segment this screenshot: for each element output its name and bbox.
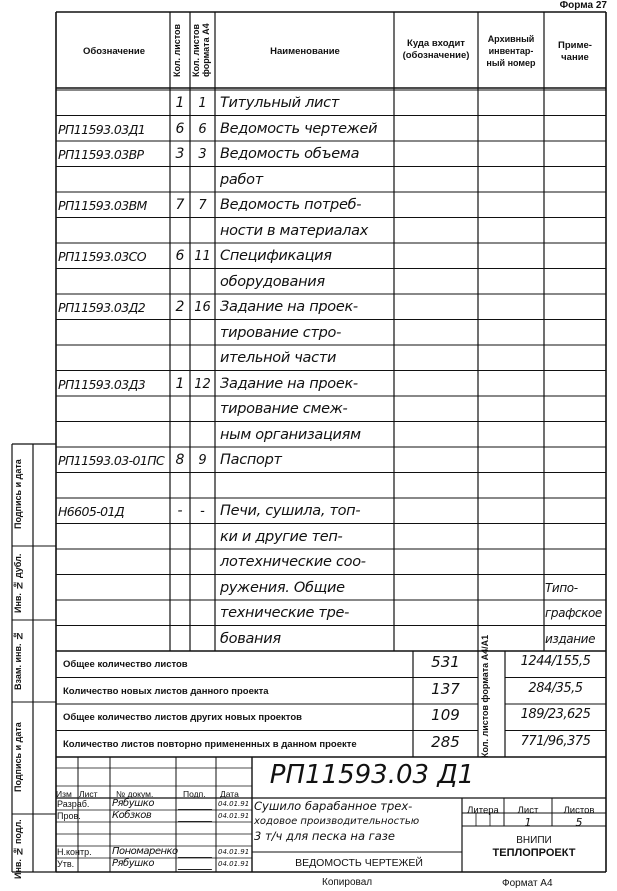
col-list: Лист	[79, 789, 98, 799]
header-kuda-vhodit	[394, 38, 478, 62]
row-name: ки и другие теп-	[220, 528, 343, 545]
role-date: 04.01.91	[218, 800, 250, 808]
signature-scribble	[178, 812, 217, 822]
row-code: РП11593.03СО	[58, 249, 146, 264]
row-sheets: 1	[175, 375, 185, 392]
row-code: Н6605-01Д	[58, 504, 124, 519]
form-label: Форма 27	[559, 0, 607, 11]
row-note	[545, 449, 607, 473]
role-name: Кобзков	[112, 810, 152, 821]
row-code	[58, 347, 172, 371]
footer-format: Формат А4	[502, 878, 553, 889]
header-kuda-line1: Куда входит	[407, 38, 465, 49]
row-code	[58, 526, 172, 550]
row-sheets-a4: -	[200, 504, 205, 519]
row-note	[545, 551, 607, 575]
stamp-podpis-data-2: Подпись и дата	[13, 722, 23, 792]
signature-scribble	[178, 800, 217, 810]
row-note	[545, 322, 607, 346]
row-note	[545, 220, 607, 244]
doc-code: РП11593.03 Д1	[269, 760, 475, 790]
role-name: Рябушко	[112, 798, 154, 809]
role-label: Н.контр.	[57, 847, 92, 857]
row-sheets-a4: 6	[198, 121, 207, 137]
row-sheets: 3	[175, 146, 185, 162]
header-arh-line3: ный номер	[486, 58, 536, 68]
description	[254, 799, 464, 844]
role-label: Пров.	[57, 811, 81, 821]
row-sheets-a4	[190, 475, 215, 499]
row-code	[58, 628, 172, 652]
header-prim-line2: чание	[561, 52, 589, 63]
stage-value-listov: 5	[575, 816, 583, 829]
row-note	[545, 271, 607, 295]
row-sheets-a4	[190, 526, 215, 550]
row-sheets	[170, 322, 190, 346]
row-code	[58, 271, 172, 295]
row-name: Ведомость чертежей	[220, 120, 378, 137]
org-line2: ТЕПЛОПРОЕКТ	[492, 847, 576, 859]
row-name: оборудования	[220, 273, 325, 290]
row-name: Спецификация	[220, 248, 332, 264]
total-value: 109	[431, 706, 460, 724]
row-sheets: 1	[175, 95, 185, 111]
row-note	[545, 526, 607, 550]
row-sheets-a4	[190, 398, 215, 422]
description-line3: 3 т/ч для песка на газе	[254, 829, 395, 843]
row-sheets-a4	[190, 577, 215, 601]
row-sheets-a4	[190, 424, 215, 448]
row-note	[545, 245, 607, 269]
row-sheets-a4: 9	[198, 453, 207, 468]
row-name: тирование стро-	[220, 324, 342, 341]
row-name: работ	[220, 171, 263, 188]
row-code: РП11593.03ВР	[58, 147, 144, 162]
row-name: технические тре-	[220, 605, 350, 621]
row-sheets-a4	[190, 628, 215, 652]
role-label: Разраб.	[57, 799, 90, 809]
row-code	[58, 551, 172, 575]
row-sheets	[170, 628, 190, 652]
row-note	[545, 398, 607, 422]
row-note	[545, 143, 607, 167]
totals-vertical-label: Кол. листов формата А4/А1	[480, 634, 490, 758]
header-primechanie	[544, 40, 606, 64]
org-name	[462, 834, 606, 860]
row-sheets-a4: 3	[198, 147, 207, 162]
row-note: Типо-	[545, 580, 578, 595]
description-line1: Сушило барабанное трех-	[254, 799, 413, 813]
row-sheets-a4	[190, 602, 215, 626]
row-sheets-a4: 16	[194, 300, 211, 315]
row-name: ительной части	[220, 350, 337, 366]
row-sheets-a4	[190, 322, 215, 346]
row-code: РП11593.03-01ПС	[58, 453, 165, 468]
total-value: 285	[431, 732, 460, 751]
row-note	[545, 424, 607, 448]
total-a4a1: 1244/155,5	[520, 654, 591, 669]
row-sheets-a4	[190, 220, 215, 244]
row-name: ности в материалах	[220, 222, 368, 239]
header-kol-listov: Кол. листов	[172, 23, 182, 77]
row-sheets	[170, 271, 190, 295]
row-code: РП11593.03Д1	[58, 121, 146, 137]
col-podp: Подп.	[183, 789, 206, 799]
row-note	[545, 296, 607, 320]
total-a4a1: 771/96,375	[520, 733, 591, 749]
signature-scribble	[178, 860, 217, 870]
row-sheets	[170, 526, 190, 550]
row-sheets	[170, 398, 190, 422]
total-label: Количество новых листов данного проекта	[63, 685, 269, 697]
row-sheets: -	[177, 503, 183, 519]
row-sheets-a4: 12	[194, 376, 211, 392]
org-line1: ВНИПИ	[516, 835, 552, 846]
role-date: 04.01.91	[218, 860, 250, 868]
footer-copied: Копировал	[322, 877, 373, 888]
row-sheets	[170, 602, 190, 626]
header-arh-line2: инвентар-	[488, 46, 534, 56]
stamp-inv-dubl: Инв. № дубл.	[13, 553, 23, 613]
col-data: Дата	[220, 789, 239, 799]
row-sheets	[170, 577, 190, 601]
row-sheets-a4: 11	[194, 249, 211, 264]
row-code	[58, 322, 172, 346]
row-name: тирование смеж-	[220, 401, 348, 417]
row-code: РП11593.03Д3	[58, 376, 146, 392]
row-note	[545, 373, 607, 397]
total-value: 137	[431, 679, 460, 698]
header-oboznachenie: Обозначение	[82, 46, 146, 57]
row-sheets-a4	[190, 271, 215, 295]
stamp-podpis-data-1: Подпись и дата	[13, 459, 23, 529]
row-note	[545, 347, 607, 371]
row-sheets-a4: 1	[198, 96, 207, 111]
row-code	[58, 424, 172, 448]
row-sheets	[170, 220, 190, 244]
row-sheets-a4	[190, 169, 215, 193]
header-kol-listov-a4-text: Кол. листов формата А4	[191, 23, 211, 77]
row-code	[58, 475, 172, 499]
header-prim-line1: Приме-	[558, 40, 592, 51]
row-code	[58, 602, 172, 626]
row-sheets	[170, 347, 190, 371]
role-date: 04.01.91	[218, 848, 250, 856]
header-kuda-line2: (обозначение)	[402, 50, 470, 61]
role-label: Утв.	[57, 859, 75, 869]
row-sheets-a4: 7	[198, 198, 207, 213]
row-code: РП11593.03ВМ	[58, 198, 147, 213]
col-izm: Изм	[56, 789, 72, 799]
stamp-inv-podl: Инв. № подл.	[13, 819, 23, 879]
row-sheets: 7	[175, 197, 185, 213]
row-name: Паспорт	[220, 452, 282, 468]
stamp-vzam-inv: Взам. инв. №	[13, 630, 23, 690]
row-name: Ведомость потреб-	[220, 197, 362, 213]
col-nom-dokum: № докум.	[116, 789, 154, 799]
total-a4a1: 284/35,5	[528, 680, 583, 696]
row-name: лотехнические соо-	[220, 554, 366, 570]
row-sheets: 6	[175, 120, 185, 137]
row-sheets-a4	[190, 551, 215, 575]
row-name: Задание на проек-	[220, 299, 358, 315]
row-sheets	[170, 551, 190, 575]
total-a4a1: 189/23,625	[520, 707, 591, 722]
row-sheets-a4	[190, 347, 215, 371]
row-sheets: 6	[175, 248, 185, 264]
row-code	[58, 220, 172, 244]
sheet-title: ВЕДОМОСТЬ ЧЕРТЕЖЕЙ	[295, 857, 423, 869]
row-name	[220, 475, 396, 499]
row-code	[58, 398, 172, 422]
row-note	[545, 194, 607, 218]
row-note	[545, 500, 607, 524]
row-name: бования	[220, 630, 281, 647]
header-arh-line1: Архивный	[487, 34, 535, 44]
stage-label-listov: Листов	[563, 805, 595, 816]
row-name: Печи, сушила, топ-	[220, 503, 361, 519]
row-sheets	[170, 424, 190, 448]
row-name: ружения. Общие	[220, 579, 345, 596]
total-label: Общее количество листов	[63, 659, 188, 670]
total-label: Общее количество листов других новых проектов	[63, 712, 302, 723]
row-sheets	[170, 475, 190, 499]
row-name: Задание на проек-	[220, 375, 358, 392]
row-code	[58, 169, 172, 193]
row-note	[545, 92, 607, 116]
row-name: ным организациям	[220, 426, 361, 443]
header-arhivnyi	[478, 33, 544, 69]
row-sheets: 8	[175, 452, 185, 468]
total-label: Количество листов повторно примененных в данном проекте	[63, 738, 357, 750]
header-naimenovanie: Наименование	[270, 46, 340, 57]
header-kol-listov-a4	[191, 14, 215, 86]
row-note	[545, 169, 607, 193]
row-note	[545, 475, 607, 499]
row-code: РП11593.03Д2	[58, 300, 146, 315]
row-code	[58, 92, 172, 116]
row-note: издание	[545, 631, 596, 646]
stage-label-litera: Литера	[467, 805, 499, 816]
row-sheets	[170, 169, 190, 193]
description-line2: ходовое производительностью	[254, 816, 420, 827]
row-code	[58, 577, 172, 601]
row-note	[545, 118, 607, 142]
role-name: Пономаренко	[112, 846, 178, 857]
row-note: графское	[545, 606, 602, 620]
role-name: Рябушко	[112, 858, 154, 869]
signature-scribble	[178, 848, 217, 858]
row-sheets: 2	[175, 299, 185, 315]
row-name: Ведомость объема	[220, 146, 360, 162]
total-value: 531	[431, 653, 460, 671]
row-name: Титульный лист	[220, 95, 339, 111]
stage-label-list: Лист	[517, 805, 539, 816]
role-date: 04.01.91	[218, 812, 250, 820]
stage-value-list: 1	[524, 816, 532, 829]
